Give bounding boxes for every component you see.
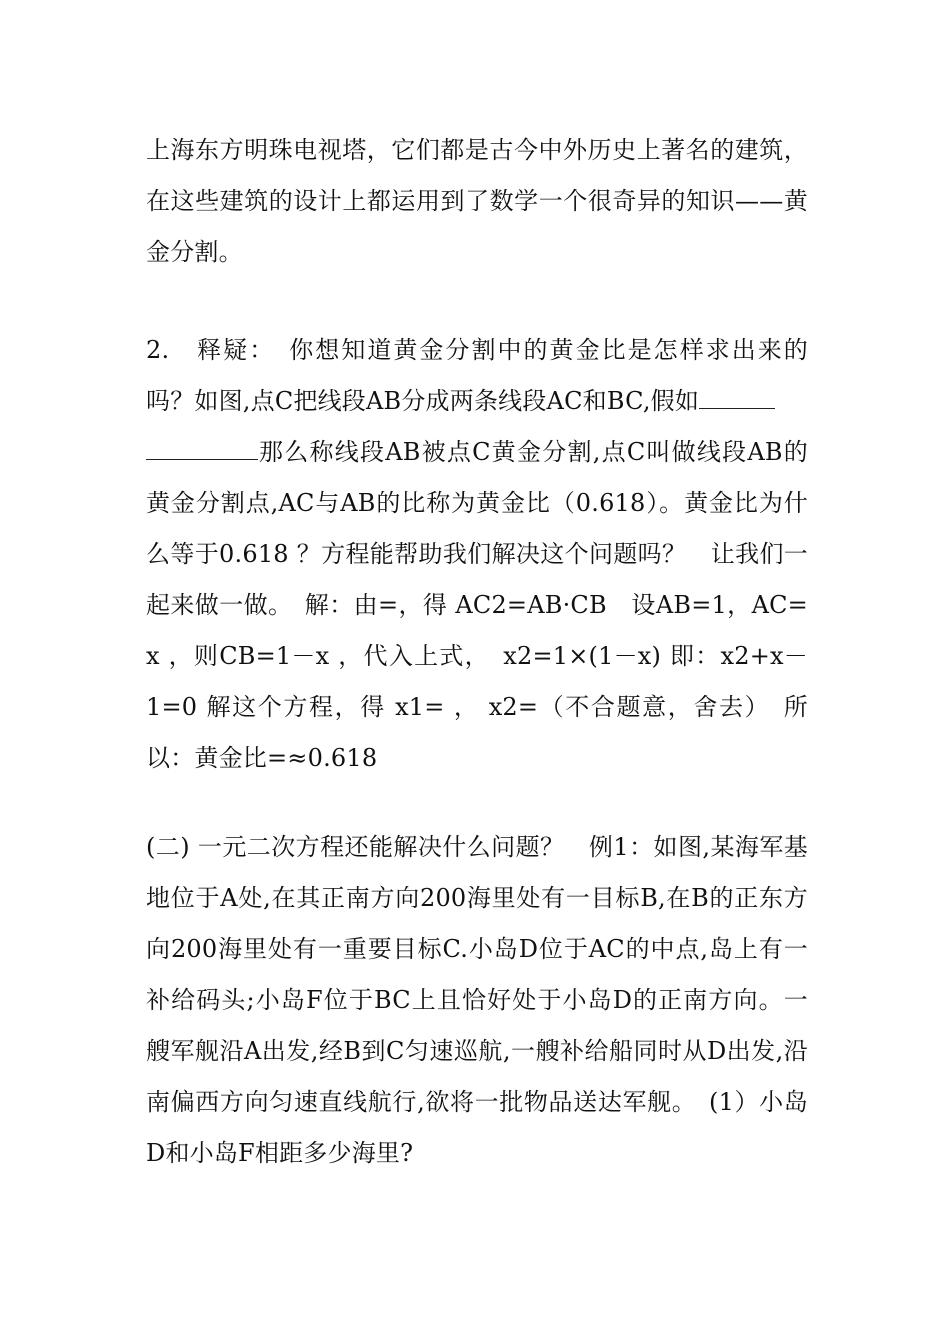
paragraph-text-part-b: 那么称线段AB被点C黄金分割,点C叫做线段AB的黄金分割点,AC与AB的比称为黄金比（0.618）。黄金比为什么等于0.618 ？方程能帮助我们解决这个问题吗？ 让我们一起来做一做。 解：由=，得 AC2=AB·CB 设AB=1，AC=x ，则CB=1－x ，代入上式， x2=1×(1－x) 即：x2+x－1=0 解这个方程，得 x1= ， x2=（不合题意，舍去） 所以：黄金比=≈0.618 — [146, 438, 808, 772]
paragraph-text-part-a: 2. 释疑： 你想知道黄金分割中的黄金比是怎样求出来的吗？如图,点C把线段AB分成两条线段AC和BC,假如 — [146, 336, 808, 415]
paragraph-quadratic-application-example: (二) 一元二次方程还能解决什么问题？ 例1：如图,某海军基地位于A处,在其正南方向200海里处有一目标B,在B的正东方向200海里处有一重要目标C.小岛D位于AC的中点,岛上有一补给码头;小岛F位于BC上且恰好处于小岛D的正南方向。一艘军舰沿A出发,经B到C匀速巡航,一艘补给船同时从D出发,沿南偏西方向匀速直线航行,欲将一批物品送达军舰。 (1）小岛D和小岛F相距多少海里? — [146, 833, 808, 1167]
paragraph-golden-ratio-explanation — [146, 325, 808, 784]
fill-in-blank-line — [699, 388, 775, 409]
paragraph-golden-section-intro: 上海东方明珠电视塔，它们都是古今中外历史上著名的建筑，在这些建筑的设计上都运用到了数学一个很奇异的知识——黄金分割。 — [146, 136, 808, 266]
fill-in-blank-line-continued — [146, 439, 258, 460]
